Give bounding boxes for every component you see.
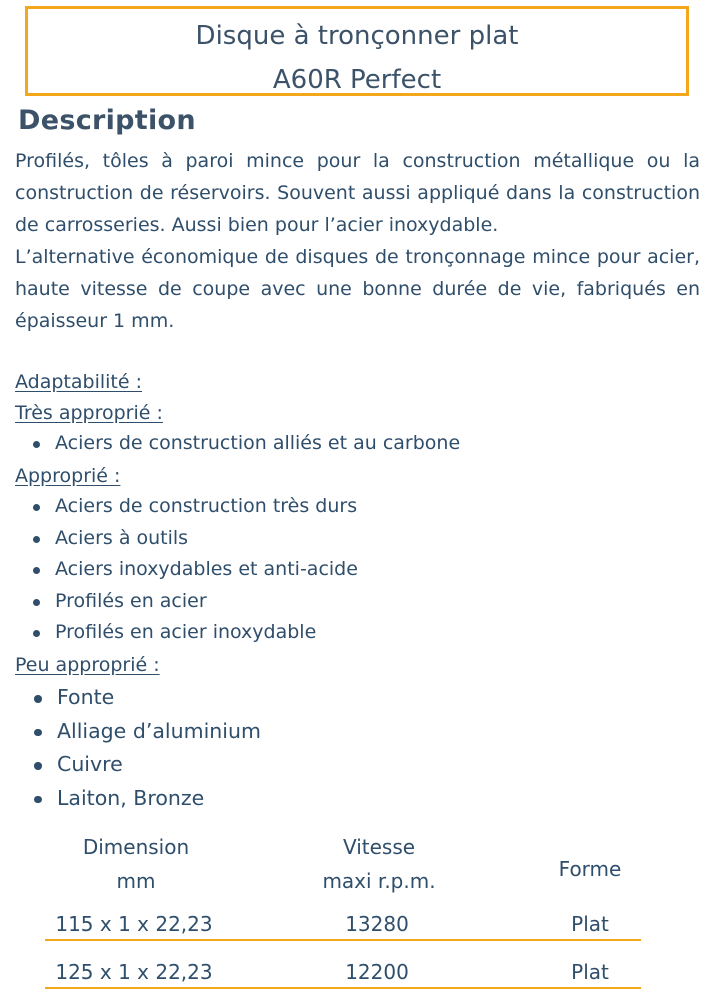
header-dimension-line-1: Dimension (82, 835, 190, 859)
list-item: Fonte (57, 681, 261, 715)
list-item: Laiton, Bronze (57, 782, 261, 816)
adaptability-label: Adaptabilité : (15, 371, 142, 393)
row-divider (45, 939, 641, 941)
header-speed-line-2: maxi r.p.m. (322, 869, 436, 893)
row2-dimension: 125 x 1 x 22,23 (55, 960, 213, 984)
description-paragraph-1: Profilés, tôles à paroi mince pour la construction métallique ou la construction de réservoirs. Souvent aussi appliqué dans la construction de carrosseries. Aussi bien pour l’acier inoxydable. (15, 150, 700, 236)
list-item: Aciers de construction très durs (55, 491, 358, 523)
suitable-list (0, 491, 358, 649)
header-speed-line-1: Vitesse (342, 835, 416, 859)
list-item: Aciers inoxydables et anti-acide (55, 554, 358, 586)
suitable-label: Approprié : (15, 465, 121, 487)
header-dimension-line-2: mm (116, 869, 156, 893)
title-line-1: Disque à tronçonner plat (195, 21, 519, 51)
row2-speed: 12200 (345, 960, 409, 984)
row1-speed: 13280 (345, 912, 409, 936)
description-heading: Description (18, 105, 196, 136)
row1-shape: Plat (571, 912, 609, 936)
row-divider (45, 987, 641, 989)
row2-shape: Plat (571, 960, 609, 984)
header-dimension (36, 830, 236, 898)
row1-dimension: 115 x 1 x 22,23 (55, 912, 213, 936)
list-item: Aciers de construction alliés et au carbone (55, 428, 460, 460)
poorly-suitable-label: Peu approprié : (15, 654, 160, 676)
title-box (25, 6, 689, 96)
very-suitable-list (0, 428, 460, 460)
list-item: Profilés en acier inoxydable (55, 617, 358, 649)
list-item: Alliage d’aluminium (57, 715, 261, 749)
list-item: Aciers à outils (55, 523, 358, 555)
description-paragraph-2: L’alternative économique de disques de tronçonnage mince pour acier, haute vitesse de coupe avec une bonne durée de vie, fabriqués en épaisseur 1 mm. (15, 246, 700, 332)
very-suitable-label: Très approprié : (15, 402, 163, 424)
list-item: Profilés en acier (55, 586, 358, 618)
list-item: Cuivre (57, 748, 261, 782)
poorly-suitable-list (0, 681, 261, 815)
title-line-2: A60R Perfect (272, 65, 442, 95)
header-speed (279, 830, 479, 898)
header-shape: Forme (558, 857, 622, 881)
